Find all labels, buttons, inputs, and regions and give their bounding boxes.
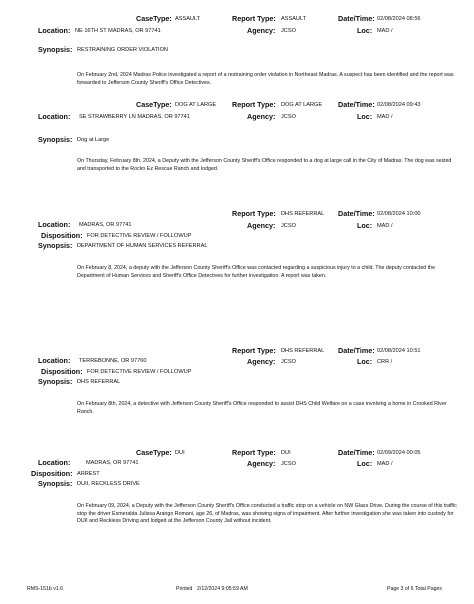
disposition-label: Disposition:: [31, 469, 73, 478]
case-type-value: DUI: [175, 449, 185, 456]
agency-value: JCSO: [281, 222, 296, 229]
location-value: MADRAS, OR 97741: [79, 221, 132, 228]
report-type-value: DUI: [281, 449, 291, 456]
location-label: Location:: [38, 458, 71, 467]
loc-value: MAD /: [377, 460, 393, 467]
synopsis-label: Synopsis:: [38, 241, 73, 250]
date-time-value: 02/08/2024 09:43: [377, 101, 421, 108]
synopsis-value: DEPARTMENT OF HUMAN SERVICES REFERRAL: [77, 242, 208, 249]
agency-label: Agency:: [247, 112, 276, 121]
narrative: On February 09, 2024, a Deputy with the Jefferson County Sheriff's Office conducted a traffic stop on a vehicle on NW Glass Drive. During the course of this traffic stop the driver Esmeralda Julissa Arango Romani, age 26, of Madras, was showing signs of impairment. After further investigation she was taken into custody for DUII and Reckless Driving and lodged at the Jefferson County Jail without incident.: [77, 503, 457, 524]
loc-label: Loc:: [357, 26, 373, 35]
disposition-value: ARREST: [77, 470, 100, 477]
loc-label: Loc:: [357, 112, 373, 121]
agency-value: JCSO: [281, 358, 296, 365]
agency-value: JCSO: [281, 27, 296, 34]
case-type-label: CaseType:: [136, 14, 172, 23]
report-type-value: DHS REFERRAL: [281, 210, 325, 217]
synopsis-label: Synopsis:: [38, 377, 73, 386]
loc-label: Loc:: [357, 459, 373, 468]
date-time-label: Date/Time:: [338, 209, 375, 218]
printed-label: Printed: [176, 586, 193, 592]
disposition-label: Disposition:: [41, 231, 83, 240]
case-type-value: DOG AT LARGE: [175, 101, 217, 108]
date-time-label: Date/Time:: [338, 448, 375, 457]
date-time-value: 02/08/2024 10:00: [377, 210, 421, 217]
agency-value: JCSO: [281, 113, 296, 120]
disposition-value: FOR DETECTIVE REVIEW / FOLLOWUP: [87, 232, 192, 239]
loc-value: MAD /: [377, 113, 393, 120]
printed-timestamp: 2/12/2024 9:05:59 AM: [197, 586, 248, 592]
date-time-label: Date/Time:: [338, 14, 375, 23]
case-type-label: CaseType:: [136, 448, 172, 457]
synopsis-label: Synopsis:: [38, 135, 73, 144]
synopsis-value: DUII, RECKLESS DRIVE: [77, 480, 140, 487]
location-label: Location:: [38, 356, 71, 365]
report-type-value: DOG AT LARGE: [281, 101, 323, 108]
report-type-value: ASSAULT: [281, 15, 307, 22]
narrative: On Thursday, February 8th, 2024, a Deputy with the Jefferson County Sheriff's Office responded to a dog at large call in the City of Madras. The dog was seized and transported to the Rockn Ez Rescue Ranch and lodged.: [77, 158, 452, 172]
loc-value: MAD /: [377, 222, 393, 229]
narrative: On February 2nd, 2024 Madras Police investigated a report of a restraining order violation in Northeast Madras. A suspect has been identified and the report was forwarded to Jefferson County Sheriff's Office Detectives.: [77, 72, 454, 86]
location-value: NE 16TH ST MADRAS, OR 97741: [75, 27, 161, 34]
location-value: MADRAS, OR 97741: [86, 459, 139, 466]
report-type-label: Report Type:: [232, 14, 276, 23]
narrative: On February 8, 2024, a deputy with the Jefferson County Sheriff's Office was contacted regarding a suspicious injury to a child. The deputy contacted the Department of Human Services and Sheriff's Office Detectives for further investigation. A report was taken.: [77, 265, 436, 279]
case-type-value: ASSAULT: [175, 15, 201, 22]
case-type-label: CaseType:: [136, 100, 172, 109]
date-time-label: Date/Time:: [338, 100, 375, 109]
loc-value: CRR /: [377, 358, 393, 365]
report-type-label: Report Type:: [232, 346, 276, 355]
agency-label: Agency:: [247, 357, 276, 366]
agency-label: Agency:: [247, 221, 276, 230]
report-type-label: Report Type:: [232, 448, 276, 457]
loc-label: Loc:: [357, 221, 373, 230]
loc-label: Loc:: [357, 357, 373, 366]
location-label: Location:: [38, 112, 71, 121]
disposition-label: Disposition:: [41, 367, 83, 376]
page-number: Page 3 of 6 Total Pages: [387, 586, 442, 592]
disposition-value: FOR DETECTIVE REVIEW / FOLLOWUP: [87, 368, 192, 375]
agency-value: JCSO: [281, 460, 296, 467]
location-label: Location:: [38, 26, 71, 35]
form-number: RMS-151b v1.6: [27, 586, 64, 592]
date-time-label: Date/Time:: [338, 346, 375, 355]
synopsis-label: Synopsis:: [38, 45, 73, 54]
synopsis-value: DHS REFERRAL: [77, 378, 121, 385]
synopsis-value: Dog at Large: [77, 136, 110, 143]
report-type-label: Report Type:: [232, 100, 276, 109]
report-type-label: Report Type:: [232, 209, 276, 218]
report-type-value: DHS REFERRAL: [281, 347, 325, 354]
agency-label: Agency:: [247, 459, 276, 468]
location-value: TERREBONNE, OR 97760: [79, 357, 147, 364]
date-time-value: 02/08/2024 08:56: [377, 15, 421, 22]
date-time-value: 02/08/2024 10:51: [377, 347, 421, 354]
location-value: SE STRAWBERRY LN MADRAS, OR 97741: [79, 113, 190, 120]
synopsis-value: RESTRAINING ORDER VIOLATION: [77, 46, 168, 53]
narrative: On February 8th, 2024, a detective with Jefferson County Sheriff's Office responded to assist DHS Child Welfare on a case involving a home in Crooked River Ranch.: [77, 401, 447, 415]
agency-label: Agency:: [247, 26, 276, 35]
location-label: Location:: [38, 220, 71, 229]
date-time-value: 02/09/2024 00:05: [377, 449, 421, 456]
loc-value: MAD /: [377, 27, 393, 34]
synopsis-label: Synopsis:: [38, 479, 73, 488]
